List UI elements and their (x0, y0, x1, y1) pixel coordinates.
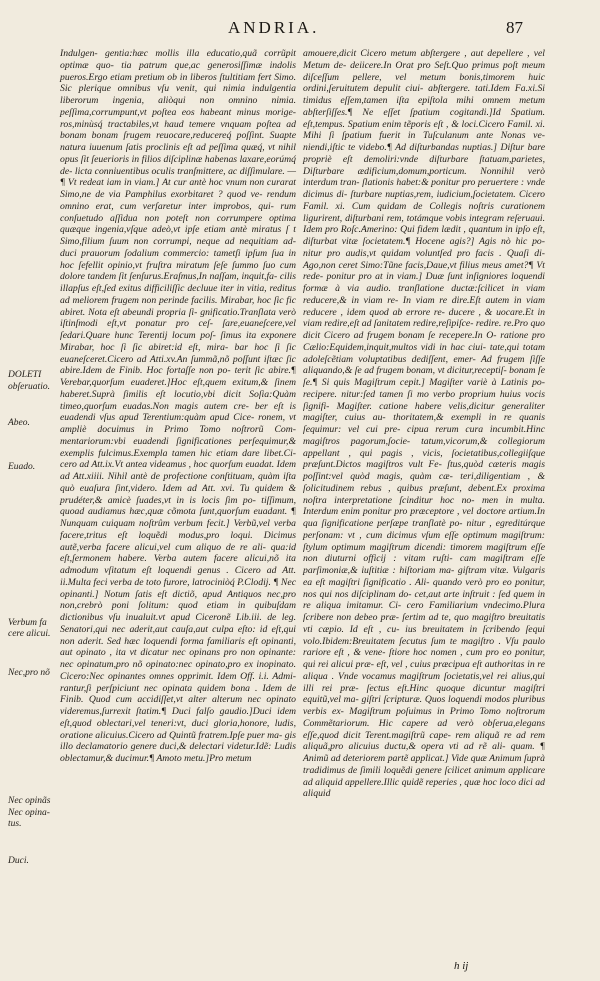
running-header (0, 18, 600, 40)
margin-note: obſeruatio. (8, 382, 50, 392)
right-text-column (303, 48, 545, 800)
margin-note: Euado. (8, 462, 36, 472)
margin-note: Nec,pro nõ (8, 668, 50, 678)
margin-note: Duci. (8, 856, 29, 866)
left-column-text: Indulgen- gentia:hæc mollis illa educatio,quã corrũpit optimæ quo- tia patrum que,ac generosiſſimæ indolis pueros.Ergo etiam pretium ob in liberos ſtultitiam fert Simo. Sic plerique omnibus vſu venit, qui nimia indulgentia liberorum ingenia, aliòqui non omnino nimia. peſſima,corrumpunt,vt poſtea eos habeant minus morige- ros,minùsq́ tractabiles,vt haud temere vnquam poſtea ad bonam bonam ſrugem reuocare,reducereq́ poſſint. Suapte natura iuuenum ſatis proclinis eſt ad peſſima quæq́, vt nihil opus ſit ſeuerioris in filios diſciplinæ habenas laxare,eorúmq́ de- licta conniuentibus oculis tranſmittere, ac diſſimulare. — ¶ Vt redeat iam in viam.] At cur antè hoc vnum non curarat Simo,ne de via Pamphilus exorbitaret ? quod ve- rendum omnino erat, cum verſaretur inter improbos, qui- rum conſuetudo aſſidua non poteſt non corrumpere optima quæque ingenia,vſque adeò,vt ipſe etiam antè miratus ſ t Simo,filium ſuum non corrumpi, neque ad nequitiam ad- duci prauorum ſodalium commercio: tametſi ipſum ſua in hoc ſefellit opinio,vt fruſtra miratum ſeſe ſummo ſuo cum dolore tandem ſit ſenſurus.Eraſmus,In naſſam, inquit,fa- cilis illapſus eſt,ſed exitus difficiliſſic decluue iter in vitia, reditus ad meliorem frugem non perinde facilis. Mirabar, hoc ſic fic abiret. Nota eſt abeundi propria ſi- gnificatio.Tranſlata verò iſtinſmodi eſt,vt ponatur pro ceſ- ſare,euaneſcere,vel ſedari.Quare hunc Terentij locum poſ- ſimus ita exponere Mirabar, hoc ſi ſic abiret:id eſt, mira- bar hoc ſi ſic euaneſceret.Cicero ad Atti.xv.An ſummã,nõ poſſunt iſtæc ſic abire.Idem de Finib. Hoc fortaſſe non po- terit ſic abire.¶ Verebar,quorſum euaderet.]Hoc eſt,quem exitum,& ſinem haberet.Suprà ſimilis eſt locutio,vbi dicit Soſia:Quàm timeo,quorſum euadas.Non magis autem cre- ber eſt is euadendi vſus apud Terentium:quàm apud Cice- ronem, vt ampliè docuimus in Primo Tomo noſtrorũ Com- mentariorum:vbi euadendi ſignificationes perſequimur,& exemplis fulcimus.Exempla tamen hic etiam dare libet.Ci- cero ad Att.ix.Vt antea videamus , hoc quorſum euadat. Idem ad Att.xiiii. Nihil antè de profectione conſtituam, quàm iſta quò euaſura ſint,videro. Idem ad Att. xvi. Tu quidem & prudéter,& amicè ſuades,vt in is locis ſim po- tiſſimum, quoad audiamus hæc,quæ cõmota ſunt,quorſum euadant. ¶ Nunquam cuiquam noſtrûm verbum fecit.] Verbũ,vel verba facere,tritus eſt loquẽdi modus,pro loqui. Dicimus autẽ,verba facere alicui,vel cum aliquo de re ali- qua:id eſt,ſermonem habere. Verba autem facere alicui,nõ ita admodum vſitatum eſt loquendi genus . Cicero ad Att. ii.Multa feci verba de toto furore, latrociniòq́ P.Clodij. ¶ Nec opinanti.] Notum ſatis eſt dictiõ, apud Antiquos nec,pro non,crebrò poni ſolitum: quod etiam in quibuſdam dictionibus vſu inualuit.vt apud Ciceronẽ Lib.iii. de leg. Senatori,qui nec aderit,aut cauſa,aut culpa eſto: id eſt,qui non aderit. Sed hæc loquendi forma familiaris eſt opinanti, aut opinato , ita vt dicatur nec opinans pro non opinante: nec opinatum,pro nõ opinato:nec opinato,pro ex inopinato. Cicero:Nec opinantes omnes opprimit. Idem Off. i.i. Admi- rantur,ſi perſpiciunt nec opinata quidem bona . Idem de Finib. Quod cum accidiſſet,vt alter alterum nec opinato videremus,ſurrexit ſtatim.¶ Duci falſo gaudio.]Duci idem eſt,quod oblectari,vel teneri:vt, duci gloria,honore, ludis, oratione alicuius.Cicero ad Quintũ fratrem.Ipſe puer ma- gis illo declamatorio genere duci,& delectari videtur.Idẽ: Ludis oblectamur,& ducimur.¶ Amoto metu.]Pro metum (60, 48, 296, 764)
page-number: 87 (506, 18, 523, 37)
margin-note: Abeo. (8, 418, 30, 428)
margin-note: Nec opina- tus. (8, 808, 50, 829)
margin-note: DOLETI (8, 370, 42, 380)
margin-note: Nec opinãs (8, 796, 51, 806)
running-title: ANDRIA. (228, 18, 320, 37)
left-text-column (60, 48, 296, 765)
margin-note: Verbum fa cere alicui. (8, 618, 51, 639)
printer-signature: h ij (454, 960, 469, 972)
right-column-text: amouere,dicit Cicero metum abſtergere , aut depellere , vel Metum de- deiicere.In Orat pro Seſt.Quo primus poſt meum diſceſſum pellere, vel metum bonis,timorem huic ordini,ſeruitutem depulit ciui- abſtergere. tati.Idem Fa.xi.Si timidus eſſem,tamen iſta epiſtola mihi omnem metum abſterſiſſes.¶ Ne eſſet ſpatium cogitandi.]Id Spatium. eſt,tempus. Spatium enim tẽporis eſt , & loci.Cicero Famil. xi. Mihi ſi ſpatium fuerit in Tuſculanum ante Nonas ve- niendi,iſtic te videbo.¶ Ad diſturbandas nuptias.] Diſtur bare propriè eſt demoliri:vnde diſturbare ſtatuam,parietes, Diſturbare ædificium,domum,porticum. Nonnihil verò interdum tran- ſlationis habet:& ponitur pro peruertere : vnde dicimus di- ſturbare nuptias,rem, iudicium,ſocietatem. Cicero Famil. xi. Cum quidam de Collegis noſtris curationem ligurirent, diſturbani rem, totámque vobis integram reſeruaui. Idem pro Roſc.Amerino: Qui fidem lædit , quantum in ipſo eſt, diſturbat vitæ ſocietatem.¶ Hocene agis?] Agis nò hic po- nitur pro audis,vt quidam voluntſed pro facis . Quaſi di- Ago,non ceret Simo:Tũne facis,Daue,vt filius meus amet?¶ Vt rede- ponitur pro at in viam.] Duæ ſunt inſigniores loquendi formæ à via audio. tranſlatione ductæ:ſcilicet in viam reducere,& in viam re- In viam re dire.Eſt autem in viam reducere , idem quod ab errore re- ducere , & uocare.Et in viam redire,eſt ad ſanitatem redire,reſipiſce- redire. re.Pro quo dicit Cicero ad frugem bonam ſe recepere.In O- ratione pro Cælio:Equidem,inquit,multos vidi in hac ciui- tate,qui totam adoleſcẽtiam voluptatibus dediſſent, emer- Ad frugem ſiſſe aliquando,& ſe ad frugem bonam, vt dicitur,receptiſ- bonam ſe ſe.¶ Si quis Magiſtrum cepit.] Magiſter variè à Latinis po- recipere. nitur:ſed tamen ſi mo verbo proprium huius vocis ſignifi- Magiſter. catione habere velis,dicitur generaliter magiſter, cuius au- thoritatem,& exempli in re quanis ſequimur: vel cui pre- cipua rerum cura incumbit.Hinc magiſtros pagorum,ſocie- tatum,vicorum,& collegiorum appellant , qui pagis , vicis, ſocietatibus,collegiiſque præſunt.Dictos magiſtros vult Fe- ſtus,quòd cæteris magis poſſint:vel quòd magis, quàm cæ- teri,diligentiam , & ſolicitudinem rebus , quibus præſunt, debent.Ex proxima noſtra interpretatione ſcinditur hoc no- men in multa. Interdum enim ponitur pro præceptore , vel doctore artium.In qua ſignificatione perſæpe tranſlatè po- nitur , egreditúrque perſonam: vt , cum dicimus vſum eſſe optimum magiſtrum: ſtylum optimum magiſtrum dicendi: timorem magiſtrum eſſe non diuturni officij : vitam ruſti- cam magiſtram eſſe parſimoniæ,& iuſtitiæ : hiſtoriam ma- giſtram vitæ. Vulgaris ea eſt magiſtri ſignificatio . Ali- quando verò pro eo ponitur, nos qui nos diſciplinam do- cet,aut arte inſtruit : ſed quem in re aliqua imitamur. Ci- cero Familiarium vndecimo.Plura ſcribere non debeo præ- ſertim ad te, quo magiſtro breuitatis vti cæpio. Id eſt , cu- ius breuitatem in ſcribendo ſequi volo.Ibidem:Breuitatem ſecutus ſum te magiſtro . Vſu paulo rariore eſt , & vene- ſtiore hoc nomen , cum pro eo ponitur, qui rei alicui præ- eſt, vel , cuius præcipua eſt authoritas in re aliqua . Vnde vocamus magiſtrum ſocietatis,vel rei alius,qui illi rei præ- ſectus eſt.Hinc quoque dicuntur magiſtri equitũ,vel ma- giſtri ſcripturæ. Quos loquendi modos pluribus verbis ex- Magiſtrum poſuimus in Primo Tomo noſtrorum Commẽtariorum. Hic capere ad verò obſerua,elegans eſſe,quod dicit Terent.magiſtrũ cape- rem aliquã re ad rem aliquã,pro alicuius ductu,& opera vti ad rẽ ali- quam. ¶ Animũ ad deteriorem partẽ applicat.] Vide quæ Animum ſuprà tradidimus de ſimili loquẽdi genere ſcilicet animum applicare ad aliquid appellere.Illic quidẽ reperies , quæ hoc loco dici ad aliquid (303, 48, 545, 800)
